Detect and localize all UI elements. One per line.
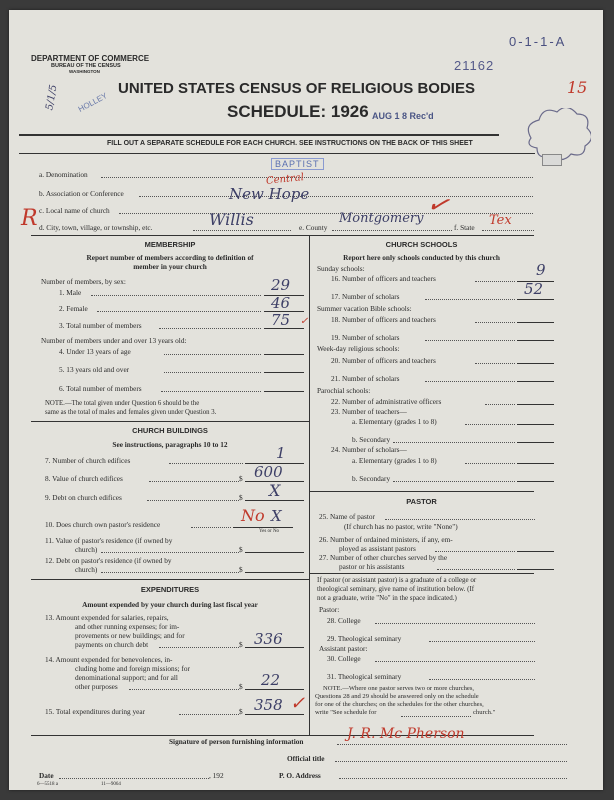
running-expenses-handwritten: 336 (254, 630, 283, 648)
benevolences-label-4: other purposes (75, 682, 118, 691)
benevolences-label-3: denominational support; and for all (75, 673, 178, 682)
signature-label: Signature of person furnishing information (169, 737, 304, 746)
sunday-officers-line (475, 281, 515, 282)
edifices-value-label: 8. Value of church edifices (45, 474, 123, 483)
edifices-debt-answer-line (245, 500, 304, 501)
dollar-sign-11: $ (239, 545, 243, 554)
benevolences-answer-line (245, 689, 304, 690)
total-expenditures-check: ✓ (290, 693, 306, 714)
date-year: , 192 (209, 771, 224, 780)
graduate-instruction-3: not a graduate, write "No" in the space indicated.) (317, 594, 457, 602)
pastor-heading: PASTOR (406, 497, 437, 506)
weekday-officers-answer-line (517, 363, 554, 364)
pastor-name-line (385, 519, 535, 520)
male-line (91, 295, 261, 296)
edifices-debt-handwritten: X (269, 481, 281, 500)
sunday-schools-label: Sunday schools: (317, 264, 365, 273)
pastor-subheading: Pastor: (319, 605, 340, 614)
association-line (139, 196, 533, 197)
weekday-scholars-answer-line (517, 381, 554, 382)
owns-residence-line (191, 527, 231, 528)
pastor-note-1: NOTE.—Where one pastor serves two or more churches, (323, 685, 475, 692)
margin-mark: 5/1/5 (44, 83, 60, 112)
female-label: 2. Female (59, 304, 88, 313)
yes-or-no-caption: Yes or No (259, 529, 280, 534)
owns-residence-label: 10. Does church own pastor's residence (45, 520, 161, 529)
edifices-debt-label: 9. Debt on church edifices (45, 493, 122, 502)
graduate-instruction-1: If pastor (or assistant pastor) is a graduate of a college or (317, 576, 477, 584)
schools-bottom-rule (309, 491, 534, 492)
scholars-secondary-answer-line (517, 481, 554, 482)
edifices-value-handwritten: 600 (254, 463, 283, 481)
assistant-ministers-line (435, 551, 515, 552)
total-members-age-answer-line (264, 391, 304, 392)
scholars-elementary-label: a. Elementary (grades 1 to 8) (352, 456, 437, 465)
residence-value-label-2: church) (75, 545, 98, 554)
church-schools-heading: CHURCH SCHOOLS (385, 240, 458, 249)
fill-out-instruction: FILL OUT A SEPARATE SCHEDULE FOR EACH CHURCH. SEE INSTRUCTIONS ON THE BACK OF THIS SHEET (107, 140, 473, 147)
red-check-mark: ✓ (423, 187, 453, 223)
assistant-pastor-subheading: Assistant pastor: (319, 644, 368, 653)
dollar-sign-15: $ (239, 707, 243, 716)
members-by-sex-label: Number of members, by sex: (41, 277, 126, 286)
owns-residence-handwritten: No (241, 506, 265, 525)
city-line (193, 230, 291, 231)
residence-debt-label-2: church) (75, 565, 98, 574)
denomination-label: a. Denomination (39, 170, 88, 179)
total-expenditures-label: 15. Total expenditures during year (45, 707, 146, 716)
total-members-age-label: 6. Total number of members (59, 384, 142, 393)
pastor-note-3: for one of the churches; on the schedules for the other churches, (315, 701, 484, 708)
county-label: e. County (299, 223, 328, 232)
vacation-scholars-answer-line (517, 340, 554, 341)
sunday-scholars-answer-line (517, 299, 554, 300)
membership-bottom-rule (31, 421, 309, 422)
weekday-scholars-line (425, 381, 515, 382)
vacation-scholars-label: 19. Number of scholars (331, 333, 400, 342)
pastor-note-2: Questions 28 and 29 should be answered only on the schedule (315, 693, 479, 700)
expenditures-intro: Amount expended by your church during last fiscal year (82, 600, 258, 609)
total-members-handwritten: 75 (271, 311, 291, 329)
edifices-value-line (149, 481, 239, 482)
denomination-line (101, 177, 533, 178)
under-13-answer-line (264, 354, 304, 355)
sunday-scholars-label: 17. Number of scholars (331, 292, 400, 301)
running-expenses-label-3: provements or new buildings; and for (75, 631, 185, 640)
edifices-count-line (169, 463, 243, 464)
teachers-elementary-line (465, 424, 515, 425)
serial-number-stamp: 21162 (454, 58, 495, 73)
dollar-sign-9: $ (239, 493, 243, 502)
state-handwritten: Tex (489, 213, 512, 228)
parochial-admin-answer-line (517, 404, 554, 405)
dollar-sign-14: $ (239, 682, 243, 691)
local-name-label: c. Local name of church (39, 206, 110, 215)
church-buildings-heading: CHURCH BUILDINGS (132, 426, 208, 435)
dollar-sign-8: $ (239, 474, 243, 483)
po-address-line (339, 778, 567, 779)
pastor-seminary-label: 29. Theological seminary (327, 634, 402, 643)
state-label: f. State (454, 223, 475, 232)
total-members-label: 3. Total number of members (59, 321, 142, 330)
other-churches-label-2: pastor or his assistants (339, 562, 405, 571)
po-address-label: P. O. Address (279, 771, 321, 780)
buildings-bottom-rule (31, 579, 309, 580)
members-by-age-label: Number of members under and over 13 years old: (41, 336, 187, 345)
teachers-secondary-label: b. Secondary (352, 435, 391, 444)
header-rule-2 (19, 153, 535, 154)
local-name-line (119, 213, 533, 214)
schools-intro: Report here only schools conducted by this church (343, 253, 500, 262)
association-label: b. Association or Conference (39, 189, 124, 198)
scholars-elementary-line (465, 463, 515, 464)
running-expenses-label-1: 13. Amount expended for salaries, repairs, (45, 613, 169, 622)
received-date-stamp: AUG 1 8 Rec'd (372, 111, 434, 121)
pastor-mid-rule (309, 573, 534, 574)
pastor-note-blank (401, 716, 471, 717)
scholars-elementary-answer-line (517, 463, 554, 464)
city-label: d. City, town, village, or township, etc. (39, 223, 153, 232)
grid-top-rule (31, 235, 534, 236)
female-count-handwritten: 46 (271, 294, 291, 312)
membership-note-1: NOTE.—The total given under Question 6 should be the (45, 400, 200, 407)
total-expenditures-line (179, 714, 239, 715)
benevolences-line (129, 689, 239, 690)
holley-stamp: HOLLEY (76, 91, 109, 114)
teachers-secondary-answer-line (517, 442, 554, 443)
under-13-line (164, 354, 261, 355)
parochial-admin-line (485, 404, 515, 405)
running-expenses-label-2: and other running expenses; for im- (75, 622, 180, 631)
denomination-stamp: BAPTIST (271, 158, 324, 170)
under-13-label: 4. Under 13 years of age (59, 347, 131, 356)
benevolences-label-1: 14. Amount expended for benevolences, in- (45, 655, 173, 664)
form-title: UNITED STATES CENSUS OF RELIGIOUS BODIES (118, 80, 475, 97)
county-line (332, 230, 452, 231)
bureau-city: WASHINGTON (69, 69, 100, 74)
running-expenses-label-4: payments on church debt (75, 640, 149, 649)
weekday-officers-label: 20. Number of officers and teachers (331, 356, 436, 365)
sunday-officers-label: 16. Number of officers and teachers (331, 274, 436, 283)
membership-heading: MEMBERSHIP (144, 240, 196, 249)
city-handwritten: Willis (209, 210, 254, 229)
residence-value-label-1: 11. Value of pastor's residence (if owned by (45, 536, 173, 545)
residence-debt-answer-line (245, 572, 304, 573)
paper-tab (542, 154, 562, 166)
scholars-secondary-line (393, 481, 515, 482)
vacation-scholars-line (425, 340, 515, 341)
residence-debt-label-1: 12. Debt on pastor's residence (if owned by (45, 556, 172, 565)
vacation-officers-answer-line (517, 322, 554, 323)
form-print-number: 11—9064 (101, 782, 121, 787)
buildings-see-instructions: See instructions, paragraphs 10 to 12 (112, 440, 228, 449)
vacation-officers-label: 18. Number of officers and teachers (331, 315, 436, 324)
parochial-schools-label: Parochial schools: (317, 386, 371, 395)
total-expenditures-handwritten: 358 (254, 696, 283, 714)
residence-value-line (101, 552, 239, 553)
bureau-name: BUREAU OF THE CENSUS (51, 63, 121, 69)
dollar-sign-13: $ (239, 640, 243, 649)
teachers-elementary-label: a. Elementary (grades 1 to 8) (352, 417, 437, 426)
other-churches-line (437, 569, 515, 570)
parochial-scholars-label: 24. Number of scholars— (331, 445, 407, 454)
total-members-check: ✓ (300, 316, 309, 327)
owns-residence-x-mark: X (271, 507, 282, 525)
other-churches-answer-line (517, 569, 554, 570)
department-name: DEPARTMENT OF COMMERCE (31, 54, 150, 63)
residence-debt-line (101, 572, 239, 573)
benevolences-handwritten: 22 (261, 671, 281, 689)
assistant-seminary-line (429, 679, 535, 680)
red-check-mark-left: R (21, 206, 38, 231)
other-churches-label-1: 27. Number of other churches served by the (319, 553, 448, 562)
vacation-officers-line (475, 322, 515, 323)
pastor-name-label: 25. Name of pastor (319, 512, 375, 521)
edifices-count-handwritten: 1 (276, 444, 286, 462)
pastor-note-4: write "See schedule for (315, 709, 377, 716)
assistant-ministers-label-2: ployed as assistant pastors (339, 544, 416, 553)
pastor-name-note: (If church has no pastor, write "None") (344, 522, 458, 531)
expenditures-heading: EXPENDITURES (140, 585, 200, 594)
date-label: Date (39, 771, 54, 780)
edifices-debt-line (147, 500, 239, 501)
sunday-officers-handwritten: 9 (536, 261, 546, 279)
official-title-line (335, 761, 567, 762)
signature-handwritten: J. R. Mc Pherson (347, 726, 465, 742)
membership-intro-2: member in your church (133, 262, 207, 271)
over-13-answer-line (264, 372, 304, 373)
female-line (97, 311, 261, 312)
total-expenditures-answer-line (245, 714, 304, 715)
total-members-age-line (161, 391, 261, 392)
form-number: 6—5518 a (37, 782, 58, 787)
teachers-elementary-answer-line (517, 424, 554, 425)
male-label: 1. Male (59, 288, 82, 297)
association-handwritten: New Hope (229, 185, 310, 203)
pastor-college-label: 28. College (327, 616, 361, 625)
teachers-secondary-line (393, 442, 515, 443)
header-rule (19, 134, 499, 136)
file-code-stamp: 0-1-1-A (509, 34, 567, 49)
weekday-officers-line (475, 363, 515, 364)
grid-center-rule (309, 235, 310, 735)
signature-line (337, 744, 567, 745)
running-expenses-line (159, 647, 239, 648)
pastor-note-5: church." (473, 709, 496, 716)
state-line (482, 230, 534, 231)
weekday-schools-label: Week-day religious schools: (317, 344, 400, 353)
residence-value-answer-line (245, 552, 304, 553)
male-count-handwritten: 29 (271, 276, 291, 294)
graduate-instruction-2: theological seminary, give name of institution below. (If (317, 585, 475, 593)
assistant-ministers-label-1: 26. Number of ordained ministers, if any, em- (319, 535, 453, 544)
dollar-sign-12: $ (239, 565, 243, 574)
official-title-label: Official title (287, 754, 325, 763)
assistant-seminary-label: 31. Theological seminary (327, 672, 402, 681)
assistant-college-label: 30. College (327, 654, 361, 663)
membership-note-2: same as the total of males and females given under Question 3. (45, 409, 217, 416)
page-number-handwritten: 15 (567, 78, 588, 97)
weekday-scholars-label: 21. Number of scholars (331, 374, 400, 383)
census-schedule-sheet (9, 10, 603, 790)
pastor-seminary-line (429, 641, 535, 642)
association-handwritten-top: Central (265, 172, 305, 187)
date-line (59, 778, 209, 779)
benevolences-label-2: cluding home and foreign missions; for (75, 664, 190, 673)
total-members-line (159, 328, 261, 329)
owns-residence-answer-line (233, 527, 293, 528)
assistant-college-line (375, 661, 535, 662)
pastor-college-line (375, 623, 535, 624)
scholars-secondary-label: b. Secondary (352, 474, 391, 483)
sunday-scholars-handwritten: 52 (524, 280, 544, 298)
over-13-label: 5. 13 years old and over (59, 365, 130, 374)
sunday-scholars-line (425, 299, 515, 300)
county-handwritten: Montgomery (339, 211, 424, 226)
parochial-teachers-label: 23. Number of teachers— (331, 407, 407, 416)
membership-intro-1: Report number of members according to definition of (86, 253, 254, 262)
parochial-admin-label: 22. Number of administrative officers (331, 397, 442, 406)
assistant-ministers-answer-line (517, 551, 554, 552)
schedule-title: SCHEDULE: 1926 (227, 102, 369, 121)
edifices-count-label: 7. Number of church edifices (45, 456, 131, 465)
vacation-schools-label: Summer vacation Bible schools: (317, 304, 412, 313)
over-13-line (164, 372, 261, 373)
